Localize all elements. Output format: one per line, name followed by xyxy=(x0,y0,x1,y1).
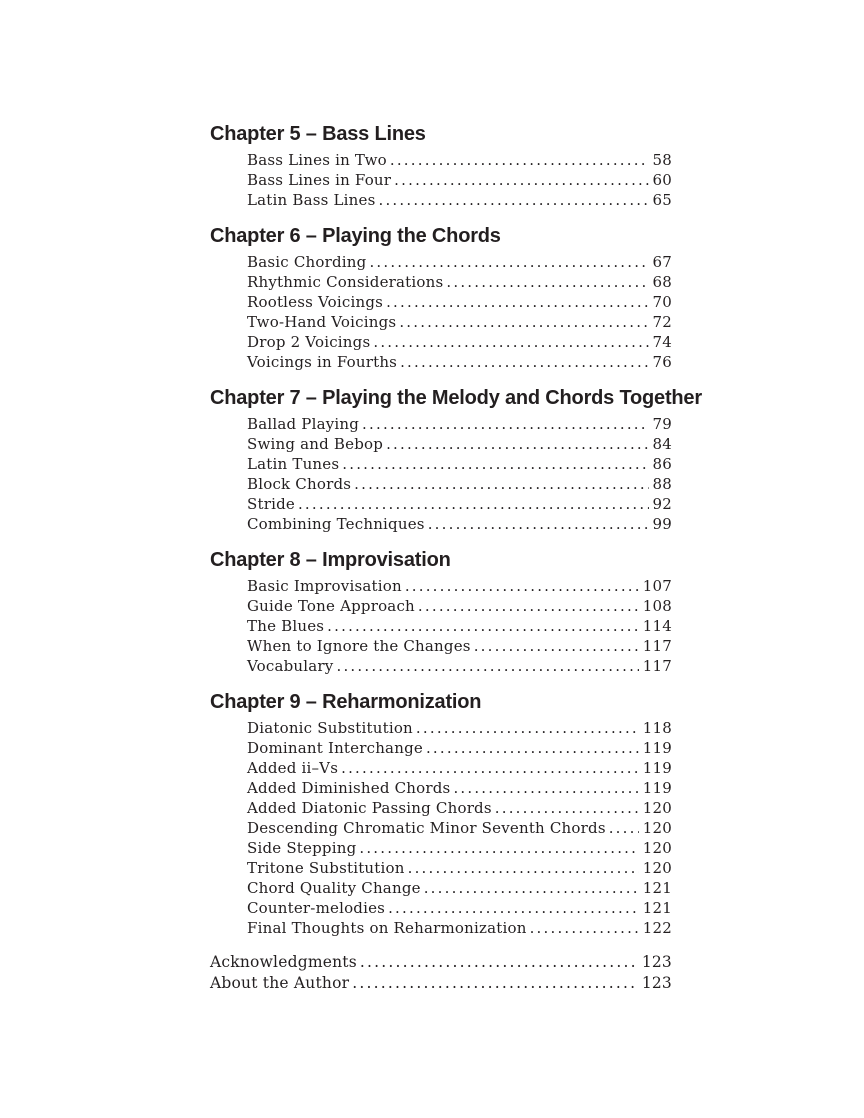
entry-page: 99 xyxy=(652,515,672,533)
toc-section xyxy=(210,690,672,938)
dot-leader xyxy=(342,454,648,474)
dot-leader xyxy=(359,838,638,858)
entry-title: Chord Quality Change xyxy=(247,879,421,897)
entry-page: 107 xyxy=(642,577,672,595)
dot-leader xyxy=(341,758,639,778)
entry-page: 119 xyxy=(642,739,672,757)
toc-entry xyxy=(210,150,672,170)
entry-title: The Blues xyxy=(247,617,325,635)
entry-title: Dominant Interchange xyxy=(247,739,423,757)
toc-entry xyxy=(210,454,672,474)
toc-entry xyxy=(210,352,672,372)
toc-entry xyxy=(210,474,672,494)
entry-page: 123 xyxy=(641,953,672,971)
toc-entry xyxy=(210,596,672,616)
entry-title: Ballad Playing xyxy=(247,415,360,433)
toc-entry xyxy=(210,414,672,434)
entry-title: Voicings in Fourths xyxy=(247,353,398,371)
toc-entry xyxy=(210,636,672,656)
toc-sections xyxy=(210,122,702,938)
toc-entry xyxy=(210,718,672,738)
entry-page: 84 xyxy=(652,435,672,453)
entry-page: 67 xyxy=(652,253,672,271)
toc-entry xyxy=(210,170,672,190)
dot-leader xyxy=(360,952,638,973)
dot-leader xyxy=(399,312,648,332)
entry-title: When to Ignore the Changes xyxy=(247,637,471,655)
chapter-heading: Chapter 8 – Improvisation xyxy=(210,549,451,571)
toc-entry xyxy=(210,778,672,798)
dot-leader xyxy=(530,918,639,938)
toc-entry xyxy=(210,312,672,332)
entry-list xyxy=(210,718,672,938)
dot-leader xyxy=(495,798,639,818)
dot-leader xyxy=(428,514,649,534)
entry-title: Added Diatonic Passing Chords xyxy=(247,799,492,817)
toc-entry xyxy=(210,758,672,778)
toc-section xyxy=(210,548,672,676)
toc-entry xyxy=(210,616,672,636)
toc-entry xyxy=(210,878,672,898)
dot-leader xyxy=(378,190,648,210)
entry-title: Descending Chromatic Minor Seventh Chords xyxy=(247,819,606,837)
entry-page: 86 xyxy=(652,455,672,473)
toc-entry xyxy=(210,434,672,454)
toc-entry xyxy=(210,332,672,352)
dot-leader xyxy=(388,898,639,918)
entry-list xyxy=(210,576,672,676)
toc-entry xyxy=(210,190,672,210)
dot-leader xyxy=(446,272,648,292)
dot-leader xyxy=(327,616,639,636)
toc-section xyxy=(210,386,702,534)
entry-title: Latin Bass Lines xyxy=(247,191,376,209)
entry-page: 58 xyxy=(652,151,672,169)
dot-leader xyxy=(373,332,648,352)
entry-title: Final Thoughts on Reharmonization xyxy=(247,919,527,937)
dot-leader xyxy=(453,778,638,798)
entry-page: 120 xyxy=(642,839,672,857)
entry-page: 108 xyxy=(642,597,672,615)
dot-leader xyxy=(426,738,639,758)
dot-leader xyxy=(405,576,639,596)
entry-title: Tritone Substitution xyxy=(247,859,405,877)
entry-page: 65 xyxy=(652,191,672,209)
entry-page: 120 xyxy=(642,859,672,877)
dot-leader xyxy=(400,352,648,372)
entry-page: 60 xyxy=(652,171,672,189)
dot-leader xyxy=(609,818,639,838)
entry-title: Basic Improvisation xyxy=(247,577,402,595)
toc-entry xyxy=(210,252,672,272)
entry-title: Basic Chording xyxy=(247,253,367,271)
toc-entry xyxy=(210,576,672,596)
entry-title: Combining Techniques xyxy=(247,515,425,533)
toc-entry xyxy=(210,858,672,878)
entry-title: Added ii–Vs xyxy=(247,759,339,777)
entry-page: 70 xyxy=(652,293,672,311)
chapter-heading: Chapter 9 – Reharmonization xyxy=(210,691,482,713)
entry-list xyxy=(210,252,672,372)
toc-section xyxy=(210,224,672,372)
dot-leader xyxy=(369,252,648,272)
dot-leader xyxy=(424,878,639,898)
entry-page: 114 xyxy=(642,617,672,635)
entry-title: Rootless Voicings xyxy=(247,293,384,311)
entry-list xyxy=(210,150,672,210)
entry-page: 119 xyxy=(642,759,672,777)
entry-page: 121 xyxy=(642,899,672,917)
entry-title: Counter-melodies xyxy=(247,899,386,917)
toc-entry xyxy=(210,292,672,312)
toc-entry xyxy=(210,656,672,676)
dot-leader xyxy=(336,656,638,676)
entry-page: 122 xyxy=(642,919,672,937)
entry-title: Stride xyxy=(247,495,295,513)
toc-footer xyxy=(210,952,672,994)
toc-entry xyxy=(210,838,672,858)
entry-title: Bass Lines in Two xyxy=(247,151,387,169)
entry-page: 118 xyxy=(642,719,672,737)
entry-page: 119 xyxy=(642,779,672,797)
dot-leader xyxy=(408,858,639,878)
entry-title: Side Stepping xyxy=(247,839,357,857)
entry-page: 123 xyxy=(641,974,672,992)
entry-page: 117 xyxy=(642,637,672,655)
toc-entry xyxy=(210,898,672,918)
chapter-heading: Chapter 6 – Playing the Chords xyxy=(210,225,501,247)
toc-section xyxy=(210,122,672,210)
toc-entry xyxy=(210,918,672,938)
entry-page: 68 xyxy=(652,273,672,291)
entry-title: Swing and Bebop xyxy=(247,435,384,453)
entry-title: Vocabulary xyxy=(247,657,334,675)
toc-entry xyxy=(210,818,672,838)
entry-title: Acknowledgments xyxy=(210,953,357,971)
toc-entry xyxy=(210,973,672,994)
entry-title: About the Author xyxy=(210,974,350,992)
dot-leader xyxy=(416,718,639,738)
entry-page: 72 xyxy=(652,313,672,331)
toc-entry xyxy=(210,272,672,292)
entry-title: Two-Hand Voicings xyxy=(247,313,397,331)
dot-leader xyxy=(386,292,648,312)
dot-leader xyxy=(386,434,648,454)
entry-page: 76 xyxy=(652,353,672,371)
dot-leader xyxy=(354,474,648,494)
entry-title: Rhythmic Considerations xyxy=(247,273,444,291)
entry-list xyxy=(210,414,672,534)
toc-entry xyxy=(210,798,672,818)
entry-page: 120 xyxy=(642,799,672,817)
entry-title: Bass Lines in Four xyxy=(247,171,392,189)
toc-entry xyxy=(210,494,672,514)
entry-page: 74 xyxy=(652,333,672,351)
chapter-heading: Chapter 5 – Bass Lines xyxy=(210,123,426,145)
toc-entry xyxy=(210,514,672,534)
dot-leader xyxy=(298,494,649,514)
dot-leader xyxy=(352,973,638,994)
entry-title: Diatonic Substitution xyxy=(247,719,413,737)
entry-title: Added Diminished Chords xyxy=(247,779,451,797)
toc-entry xyxy=(210,738,672,758)
dot-leader xyxy=(418,596,639,616)
dot-leader xyxy=(474,636,639,656)
entry-page: 121 xyxy=(642,879,672,897)
entry-title: Block Chords xyxy=(247,475,352,493)
entry-title: Guide Tone Approach xyxy=(247,597,415,615)
toc-entry xyxy=(210,952,672,973)
chapter-heading: Chapter 7 – Playing the Melody and Chords Together xyxy=(210,387,702,409)
entry-page: 117 xyxy=(642,657,672,675)
entry-title: Latin Tunes xyxy=(247,455,340,473)
entry-title: Drop 2 Voicings xyxy=(247,333,371,351)
dot-leader xyxy=(362,414,648,434)
entry-page: 88 xyxy=(652,475,672,493)
toc-content xyxy=(210,122,702,994)
entry-page: 120 xyxy=(642,819,672,837)
entry-page: 79 xyxy=(652,415,672,433)
dot-leader xyxy=(390,150,649,170)
entry-page: 92 xyxy=(652,495,672,513)
dot-leader xyxy=(394,170,648,190)
